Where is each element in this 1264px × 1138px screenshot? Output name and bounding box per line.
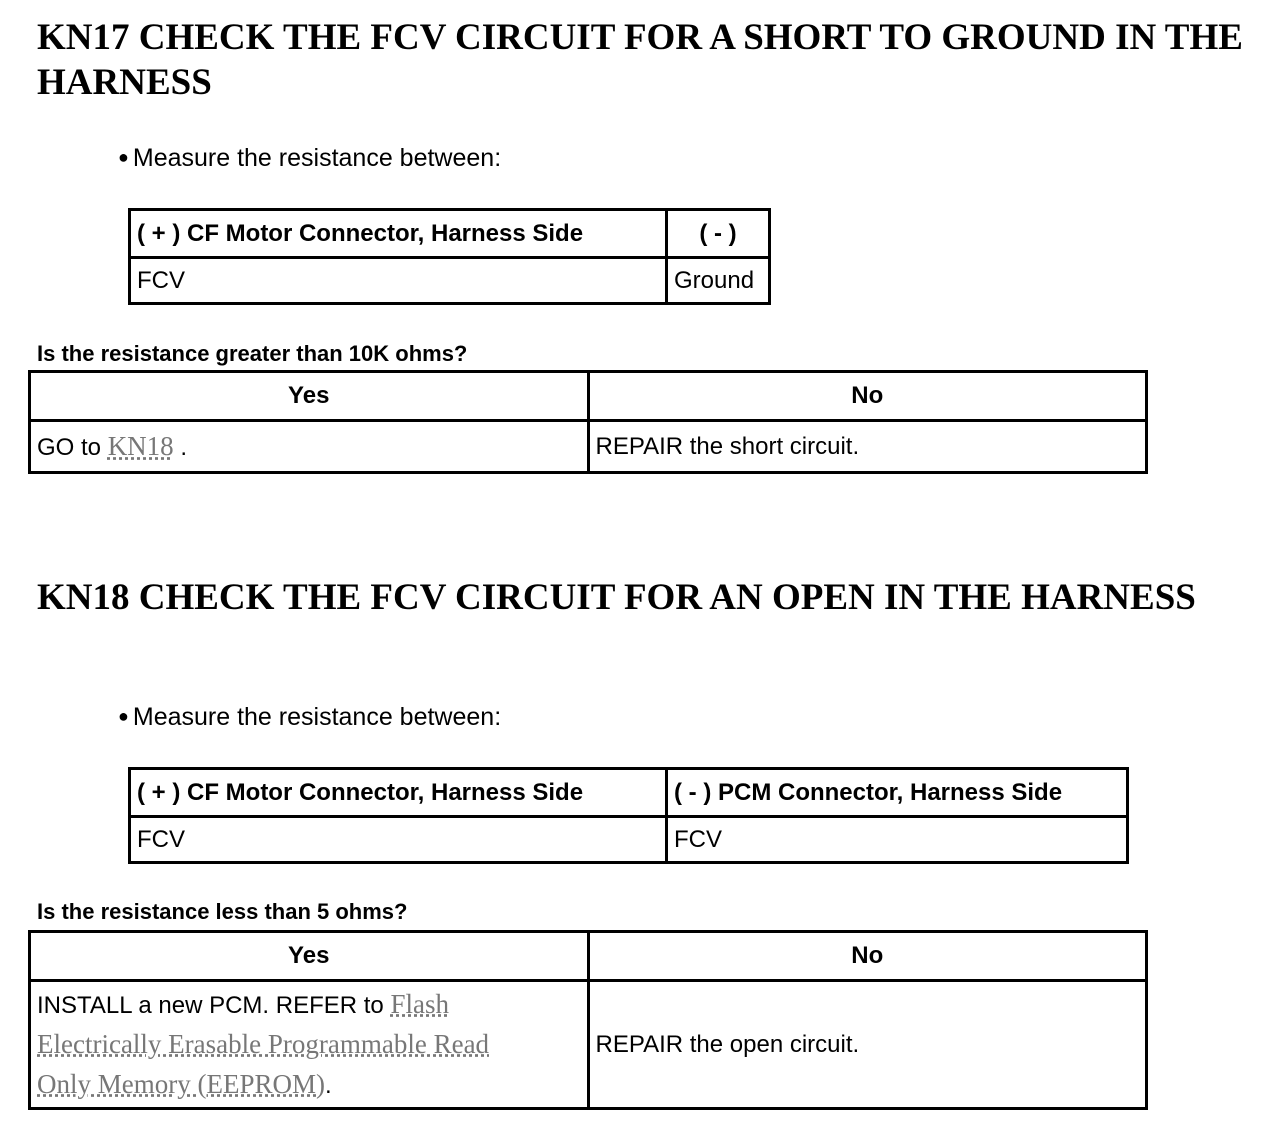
yes-text: INSTALL a new PCM. REFER to bbox=[37, 991, 391, 1019]
kn17-heading: KN17 CHECK THE FCV CIRCUIT FOR A SHORT TO GROUND IN THE HARNESS bbox=[37, 17, 1243, 103]
eeprom-link[interactable]: Flash Electrically Erasable Programmable Read Only Memory (EEPROM) bbox=[37, 988, 490, 1099]
yes-text: GO to bbox=[37, 434, 108, 461]
kn18-link[interactable]: KN18 bbox=[107, 431, 174, 461]
yes-cell bbox=[30, 981, 589, 1109]
kn17-answer-table bbox=[28, 370, 1148, 474]
kn17-measure-table bbox=[128, 208, 771, 305]
cell-negative: FCV bbox=[667, 817, 1128, 863]
no-header: No bbox=[588, 932, 1147, 981]
yes-header: Yes bbox=[30, 932, 589, 981]
no-cell: REPAIR the open circuit. bbox=[588, 981, 1147, 1109]
yes-header: Yes bbox=[30, 372, 589, 421]
cell-positive: FCV bbox=[130, 817, 667, 863]
bullet-text: Measure the resistance between: bbox=[132, 703, 502, 731]
kn17-question: Is the resistance greater than 10K ohms? bbox=[37, 341, 468, 366]
header-negative: ( - ) PCM Connector, Harness Side bbox=[667, 769, 1128, 817]
kn18-answer-table bbox=[28, 930, 1148, 1110]
cell-negative: Ground bbox=[667, 258, 770, 304]
kn18-bullet: ● Measure the resistance between: bbox=[118, 703, 502, 731]
bullet-text: Measure the resistance between: bbox=[132, 144, 502, 172]
cell-positive: FCV bbox=[130, 258, 667, 304]
yes-suffix: . bbox=[173, 434, 188, 461]
kn18-question: Is the resistance less than 5 ohms? bbox=[37, 899, 408, 924]
kn18-measure-table bbox=[128, 767, 1129, 864]
kn17-bullet: ● Measure the resistance between: bbox=[118, 144, 502, 172]
header-negative: ( - ) bbox=[667, 210, 770, 258]
kn18-heading: KN18 CHECK THE FCV CIRCUIT FOR AN OPEN IN THE HARNESS bbox=[37, 577, 1196, 618]
header-positive: ( + ) CF Motor Connector, Harness Side bbox=[130, 769, 667, 817]
yes-cell bbox=[30, 421, 589, 473]
no-cell: REPAIR the short circuit. bbox=[588, 421, 1147, 473]
header-positive: ( + ) CF Motor Connector, Harness Side bbox=[130, 210, 667, 258]
no-header: No bbox=[588, 372, 1147, 421]
yes-suffix: . bbox=[324, 1071, 332, 1099]
